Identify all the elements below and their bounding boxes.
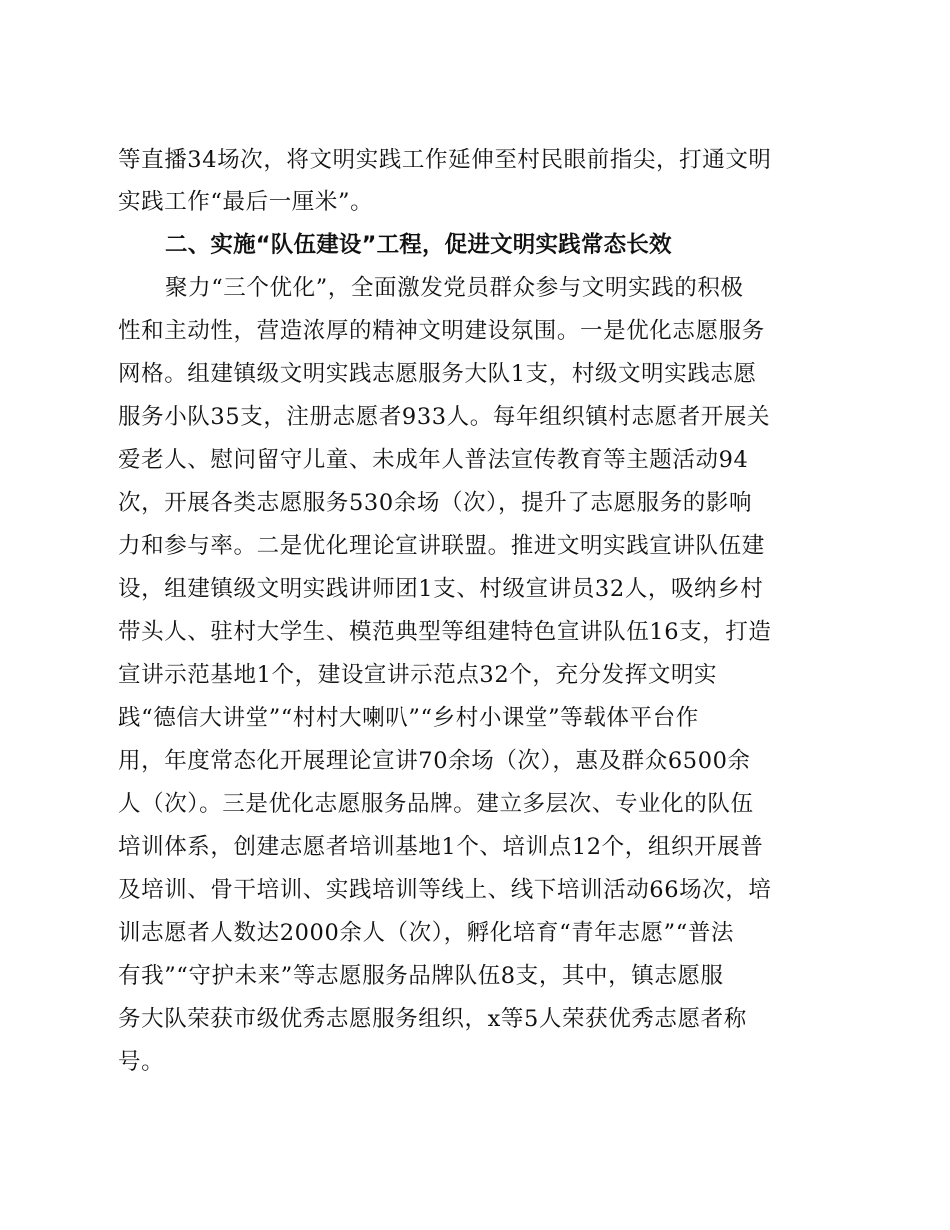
paragraph-line: 网格。组建镇级文明实践志愿服务大队1支，村级文明实践志愿 xyxy=(118,361,757,387)
paragraph-line: 实践工作“最后一厘米”。 xyxy=(118,189,374,215)
paragraph-line: 宣讲示范基地1个，建设宣讲示范点32个，充分发挥文明实 xyxy=(118,662,718,688)
paragraph-line: 有我”“守护未来”等志愿服务品牌队伍8支，其中，镇志愿服 xyxy=(118,963,724,989)
paragraph-line: 等直播34场次，将文明实践工作延伸至村民眼前指尖，打通文明 xyxy=(118,147,772,173)
paragraph-line: 设，组建镇级文明实践讲师团1支、村级宣讲员32人，吸纳乡村 xyxy=(118,576,764,602)
paragraph-line: 训志愿者人数达2000余人（次），孵化培育“青年志愿”“普法 xyxy=(118,920,735,946)
paragraph-line: 务大队荣获市级优秀志愿服务组织，x等5人荣获优秀志愿者称 xyxy=(118,1006,747,1032)
paragraph-line: 用，年度常态化开展理论宣讲70余场（次），惠及群众6500余 xyxy=(118,748,751,774)
paragraph-line: 性和主动性，营造浓厚的精神文明建设氛围。一是优化志愿服务 xyxy=(118,318,765,344)
paragraph-line: 力和参与率。二是优化理论宣讲联盟。推进文明实践宣讲队伍建 xyxy=(118,533,765,559)
paragraph-line: 人（次）。三是优化志愿服务品牌。建立多层次、专业化的队伍 xyxy=(118,791,754,817)
paragraph-line: 爱老人、慰问留守儿童、未成年人普法宣传教育等主题活动94 xyxy=(118,447,749,473)
paragraph-line: 聚力“三个优化”，全面激发党员群众参与文明实践的积极 xyxy=(165,275,744,301)
paragraph-line: 次，开展各类志愿服务530余场（次），提升了志愿服务的影响 xyxy=(118,490,753,516)
paragraph-line: 践“德信大讲堂”“村村大喇叭”“乡村小课堂”等载体平台作 xyxy=(118,705,699,731)
paragraph-line: 培训体系，创建志愿者培训基地1个、培训点12个，组织开展普 xyxy=(118,834,764,860)
paragraph-line: 号。 xyxy=(118,1049,165,1075)
paragraph-line: 服务小队35支，注册志愿者933人。每年组织镇村志愿者开展关 xyxy=(118,404,771,430)
paragraph-line: 及培训、骨干培训、实践培训等线上、线下培训活动66场次，培 xyxy=(118,877,772,903)
section-heading: 二、实施“队伍建设”工程，促进文明实践常态长效 xyxy=(165,232,672,258)
paragraph-line: 带头人、驻村大学生、模范典型等组建特色宣讲队伍16支，打造 xyxy=(118,619,772,645)
